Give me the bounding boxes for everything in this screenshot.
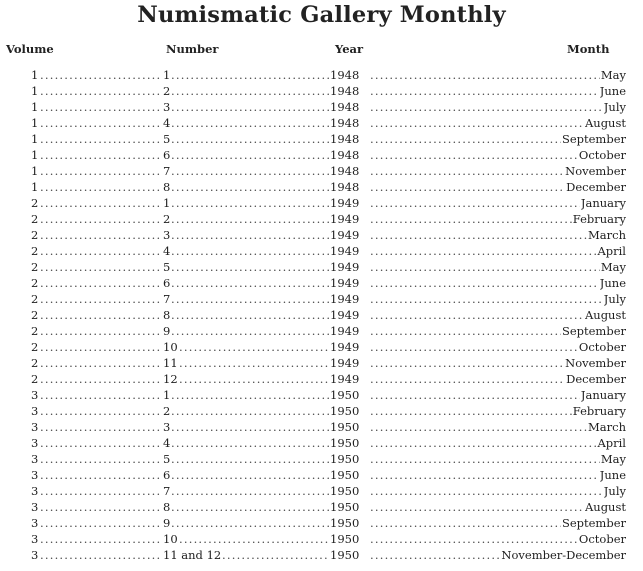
month-cell: November-December	[501, 548, 626, 562]
year-cell: 1950	[330, 532, 360, 546]
volume-cell: 2	[31, 372, 39, 386]
dot-leader	[171, 164, 329, 178]
dot-leader	[370, 132, 561, 146]
year-cell: 1949	[330, 276, 360, 290]
year-cell: 1950	[330, 452, 360, 466]
volume-cell: 3	[31, 388, 39, 402]
dot-leader	[370, 324, 561, 338]
dot-leader	[171, 68, 329, 82]
month-cell: January	[580, 196, 626, 210]
dot-leader	[171, 260, 329, 274]
table-row	[0, 324, 643, 340]
dot-leader	[171, 180, 329, 194]
volume-cell: 1	[31, 180, 39, 194]
year-cell: 1949	[330, 244, 360, 258]
number-cell: 8	[163, 500, 171, 514]
month-cell: August	[584, 500, 626, 514]
dot-leader	[40, 452, 162, 466]
year-cell: 1949	[330, 212, 360, 226]
table-row	[0, 468, 643, 484]
month-cell: July	[603, 100, 626, 114]
number-cell: 8	[163, 180, 171, 194]
issue-list	[0, 68, 643, 564]
dot-leader	[370, 516, 561, 530]
dot-leader	[171, 308, 329, 322]
number-cell: 10	[163, 532, 178, 546]
table-row	[0, 404, 643, 420]
dot-leader	[370, 212, 572, 226]
dot-leader	[171, 324, 329, 338]
dot-leader	[370, 468, 599, 482]
month-cell: June	[599, 276, 626, 290]
dot-leader	[40, 212, 162, 226]
number-cell: 6	[163, 276, 171, 290]
dot-leader	[40, 356, 162, 370]
dot-leader	[370, 84, 599, 98]
year-cell: 1950	[330, 420, 360, 434]
dot-leader	[370, 548, 500, 562]
number-cell: 8	[163, 308, 171, 322]
number-cell: 6	[163, 148, 171, 162]
month-cell: November	[565, 164, 626, 178]
header-month: Month	[567, 42, 610, 56]
volume-cell: 2	[31, 308, 39, 322]
dot-leader	[171, 244, 329, 258]
volume-cell: 1	[31, 84, 39, 98]
month-cell: April	[597, 436, 626, 450]
year-cell: 1950	[330, 548, 360, 562]
dot-leader	[370, 340, 578, 354]
year-cell: 1948	[330, 100, 360, 114]
dot-leader	[40, 324, 162, 338]
number-cell: 7	[163, 292, 171, 306]
dot-leader	[40, 116, 162, 130]
dot-leader	[370, 532, 578, 546]
table-row	[0, 436, 643, 452]
column-headers	[0, 42, 643, 58]
year-cell: 1948	[330, 132, 360, 146]
page-title: Numismatic Gallery Monthly	[137, 2, 506, 28]
number-cell: 3	[163, 420, 171, 434]
year-cell: 1948	[330, 164, 360, 178]
table-row	[0, 516, 643, 532]
volume-cell: 3	[31, 484, 39, 498]
number-cell: 1	[163, 388, 171, 402]
table-row	[0, 84, 643, 100]
year-cell: 1950	[330, 436, 360, 450]
dot-leader	[171, 468, 329, 482]
dot-leader	[370, 436, 596, 450]
dot-leader	[40, 292, 162, 306]
year-cell: 1949	[330, 356, 360, 370]
number-cell: 1	[163, 68, 171, 82]
month-cell: October	[578, 148, 626, 162]
dot-leader	[40, 68, 162, 82]
dot-leader	[370, 404, 572, 418]
dot-leader	[40, 484, 162, 498]
month-cell: May	[600, 68, 626, 82]
dot-leader	[370, 196, 580, 210]
month-cell: February	[572, 212, 626, 226]
dot-leader	[370, 260, 600, 274]
dot-leader	[171, 516, 329, 530]
volume-cell: 3	[31, 532, 39, 546]
volume-cell: 2	[31, 292, 39, 306]
dot-leader	[40, 308, 162, 322]
table-row	[0, 196, 643, 212]
dot-leader	[179, 340, 329, 354]
number-cell: 5	[163, 132, 171, 146]
dot-leader	[40, 228, 162, 242]
dot-leader	[40, 420, 162, 434]
month-cell: September	[561, 324, 626, 338]
month-cell: January	[580, 388, 626, 402]
dot-leader	[171, 292, 329, 306]
number-cell: 11	[163, 356, 178, 370]
number-cell: 5	[163, 452, 171, 466]
dot-leader	[370, 116, 584, 130]
volume-cell: 1	[31, 132, 39, 146]
dot-leader	[40, 388, 162, 402]
table-row	[0, 68, 643, 84]
month-cell: October	[578, 340, 626, 354]
volume-cell: 3	[31, 548, 39, 562]
month-cell: March	[588, 420, 626, 434]
volume-cell: 1	[31, 68, 39, 82]
dot-leader	[171, 100, 329, 114]
volume-cell: 1	[31, 100, 39, 114]
dot-leader	[171, 116, 329, 130]
volume-cell: 3	[31, 404, 39, 418]
dot-leader	[40, 500, 162, 514]
number-cell: 9	[163, 516, 171, 530]
dot-leader	[171, 148, 329, 162]
table-row	[0, 164, 643, 180]
month-cell: February	[572, 404, 626, 418]
year-cell: 1948	[330, 84, 360, 98]
dot-leader	[222, 548, 329, 562]
volume-cell: 3	[31, 468, 39, 482]
month-cell: May	[600, 452, 626, 466]
dot-leader	[370, 148, 578, 162]
table-row	[0, 100, 643, 116]
volume-cell: 2	[31, 356, 39, 370]
year-cell: 1950	[330, 516, 360, 530]
month-cell: April	[597, 244, 626, 258]
year-cell: 1949	[330, 372, 360, 386]
year-cell: 1950	[330, 500, 360, 514]
dot-leader	[370, 420, 587, 434]
table-row	[0, 260, 643, 276]
year-cell: 1948	[330, 116, 360, 130]
dot-leader	[40, 340, 162, 354]
month-cell: October	[578, 532, 626, 546]
table-row	[0, 212, 643, 228]
volume-cell: 3	[31, 436, 39, 450]
dot-leader	[171, 484, 329, 498]
number-cell: 10	[163, 340, 178, 354]
dot-leader	[370, 308, 584, 322]
number-cell: 7	[163, 484, 171, 498]
header-number: Number	[166, 42, 219, 56]
dot-leader	[171, 132, 329, 146]
table-row	[0, 180, 643, 196]
month-cell: September	[561, 132, 626, 146]
year-cell: 1950	[330, 484, 360, 498]
table-row	[0, 308, 643, 324]
number-cell: 4	[163, 116, 171, 130]
dot-leader	[171, 404, 329, 418]
volume-cell: 2	[31, 212, 39, 226]
dot-leader	[179, 372, 329, 386]
dot-leader	[171, 388, 329, 402]
header-volume: Volume	[6, 42, 54, 56]
dot-leader	[370, 228, 587, 242]
year-cell: 1949	[330, 228, 360, 242]
table-row	[0, 244, 643, 260]
month-cell: May	[600, 260, 626, 274]
number-cell: 9	[163, 324, 171, 338]
volume-cell: 2	[31, 196, 39, 210]
year-cell: 1950	[330, 468, 360, 482]
dot-leader	[40, 548, 162, 562]
table-row	[0, 276, 643, 292]
table-row	[0, 292, 643, 308]
dot-leader	[171, 84, 329, 98]
month-cell: August	[584, 308, 626, 322]
dot-leader	[40, 244, 162, 258]
number-cell: 12	[163, 372, 178, 386]
number-cell: 4	[163, 244, 171, 258]
month-cell: December	[566, 180, 626, 194]
dot-leader	[40, 164, 162, 178]
dot-leader	[171, 228, 329, 242]
dot-leader	[179, 356, 329, 370]
table-row	[0, 148, 643, 164]
dot-leader	[370, 276, 599, 290]
number-cell: 2	[163, 84, 171, 98]
dot-leader	[370, 356, 564, 370]
dot-leader	[40, 260, 162, 274]
year-cell: 1949	[330, 324, 360, 338]
dot-leader	[40, 196, 162, 210]
dot-leader	[370, 500, 584, 514]
volume-cell: 1	[31, 164, 39, 178]
month-cell: June	[599, 468, 626, 482]
number-cell: 3	[163, 100, 171, 114]
dot-leader	[370, 68, 600, 82]
dot-leader	[370, 244, 596, 258]
dot-leader	[40, 100, 162, 114]
dot-leader	[40, 516, 162, 530]
number-cell: 7	[163, 164, 171, 178]
month-cell: June	[599, 84, 626, 98]
dot-leader	[370, 292, 603, 306]
volume-cell: 1	[31, 148, 39, 162]
month-cell: August	[584, 116, 626, 130]
volume-cell: 2	[31, 228, 39, 242]
dot-leader	[171, 436, 329, 450]
month-cell: March	[588, 228, 626, 242]
table-row	[0, 356, 643, 372]
table-row	[0, 372, 643, 388]
number-cell: 2	[163, 212, 171, 226]
table-row	[0, 484, 643, 500]
dot-leader	[370, 484, 603, 498]
dot-leader	[40, 372, 162, 386]
dot-leader	[370, 164, 564, 178]
year-cell: 1950	[330, 388, 360, 402]
volume-cell: 3	[31, 516, 39, 530]
number-cell: 11 and 12	[163, 548, 222, 562]
volume-cell: 1	[31, 116, 39, 130]
dot-leader	[40, 84, 162, 98]
table-row	[0, 340, 643, 356]
table-row	[0, 548, 643, 564]
dot-leader	[40, 276, 162, 290]
header-year: Year	[335, 42, 364, 56]
volume-cell: 3	[31, 500, 39, 514]
volume-cell: 2	[31, 324, 39, 338]
month-cell: July	[603, 484, 626, 498]
volume-cell: 3	[31, 420, 39, 434]
dot-leader	[370, 388, 580, 402]
dot-leader	[171, 196, 329, 210]
year-cell: 1948	[330, 180, 360, 194]
volume-cell: 3	[31, 452, 39, 466]
dot-leader	[40, 148, 162, 162]
year-cell: 1949	[330, 196, 360, 210]
year-cell: 1948	[330, 68, 360, 82]
dot-leader	[171, 212, 329, 226]
dot-leader	[40, 180, 162, 194]
table-row	[0, 420, 643, 436]
table-row	[0, 132, 643, 148]
dot-leader	[40, 468, 162, 482]
dot-leader	[370, 372, 565, 386]
year-cell: 1949	[330, 260, 360, 274]
volume-cell: 2	[31, 276, 39, 290]
table-row	[0, 228, 643, 244]
number-cell: 2	[163, 404, 171, 418]
dot-leader	[171, 276, 329, 290]
year-cell: 1950	[330, 404, 360, 418]
year-cell: 1949	[330, 292, 360, 306]
dot-leader	[40, 132, 162, 146]
year-cell: 1949	[330, 308, 360, 322]
dot-leader	[370, 452, 600, 466]
number-cell: 4	[163, 436, 171, 450]
month-cell: November	[565, 356, 626, 370]
number-cell: 1	[163, 196, 171, 210]
month-cell: September	[561, 516, 626, 530]
year-cell: 1948	[330, 148, 360, 162]
dot-leader	[370, 100, 603, 114]
dot-leader	[179, 532, 329, 546]
table-row	[0, 116, 643, 132]
table-row	[0, 388, 643, 404]
dot-leader	[40, 436, 162, 450]
dot-leader	[171, 500, 329, 514]
table-row	[0, 452, 643, 468]
number-cell: 5	[163, 260, 171, 274]
month-cell: July	[603, 292, 626, 306]
number-cell: 6	[163, 468, 171, 482]
volume-cell: 2	[31, 340, 39, 354]
volume-cell: 2	[31, 244, 39, 258]
dot-leader	[40, 404, 162, 418]
number-cell: 3	[163, 228, 171, 242]
volume-cell: 2	[31, 260, 39, 274]
dot-leader	[40, 532, 162, 546]
dot-leader	[370, 180, 565, 194]
table-row	[0, 500, 643, 516]
dot-leader	[171, 420, 329, 434]
year-cell: 1949	[330, 340, 360, 354]
month-cell: December	[566, 372, 626, 386]
dot-leader	[171, 452, 329, 466]
table-row	[0, 532, 643, 548]
